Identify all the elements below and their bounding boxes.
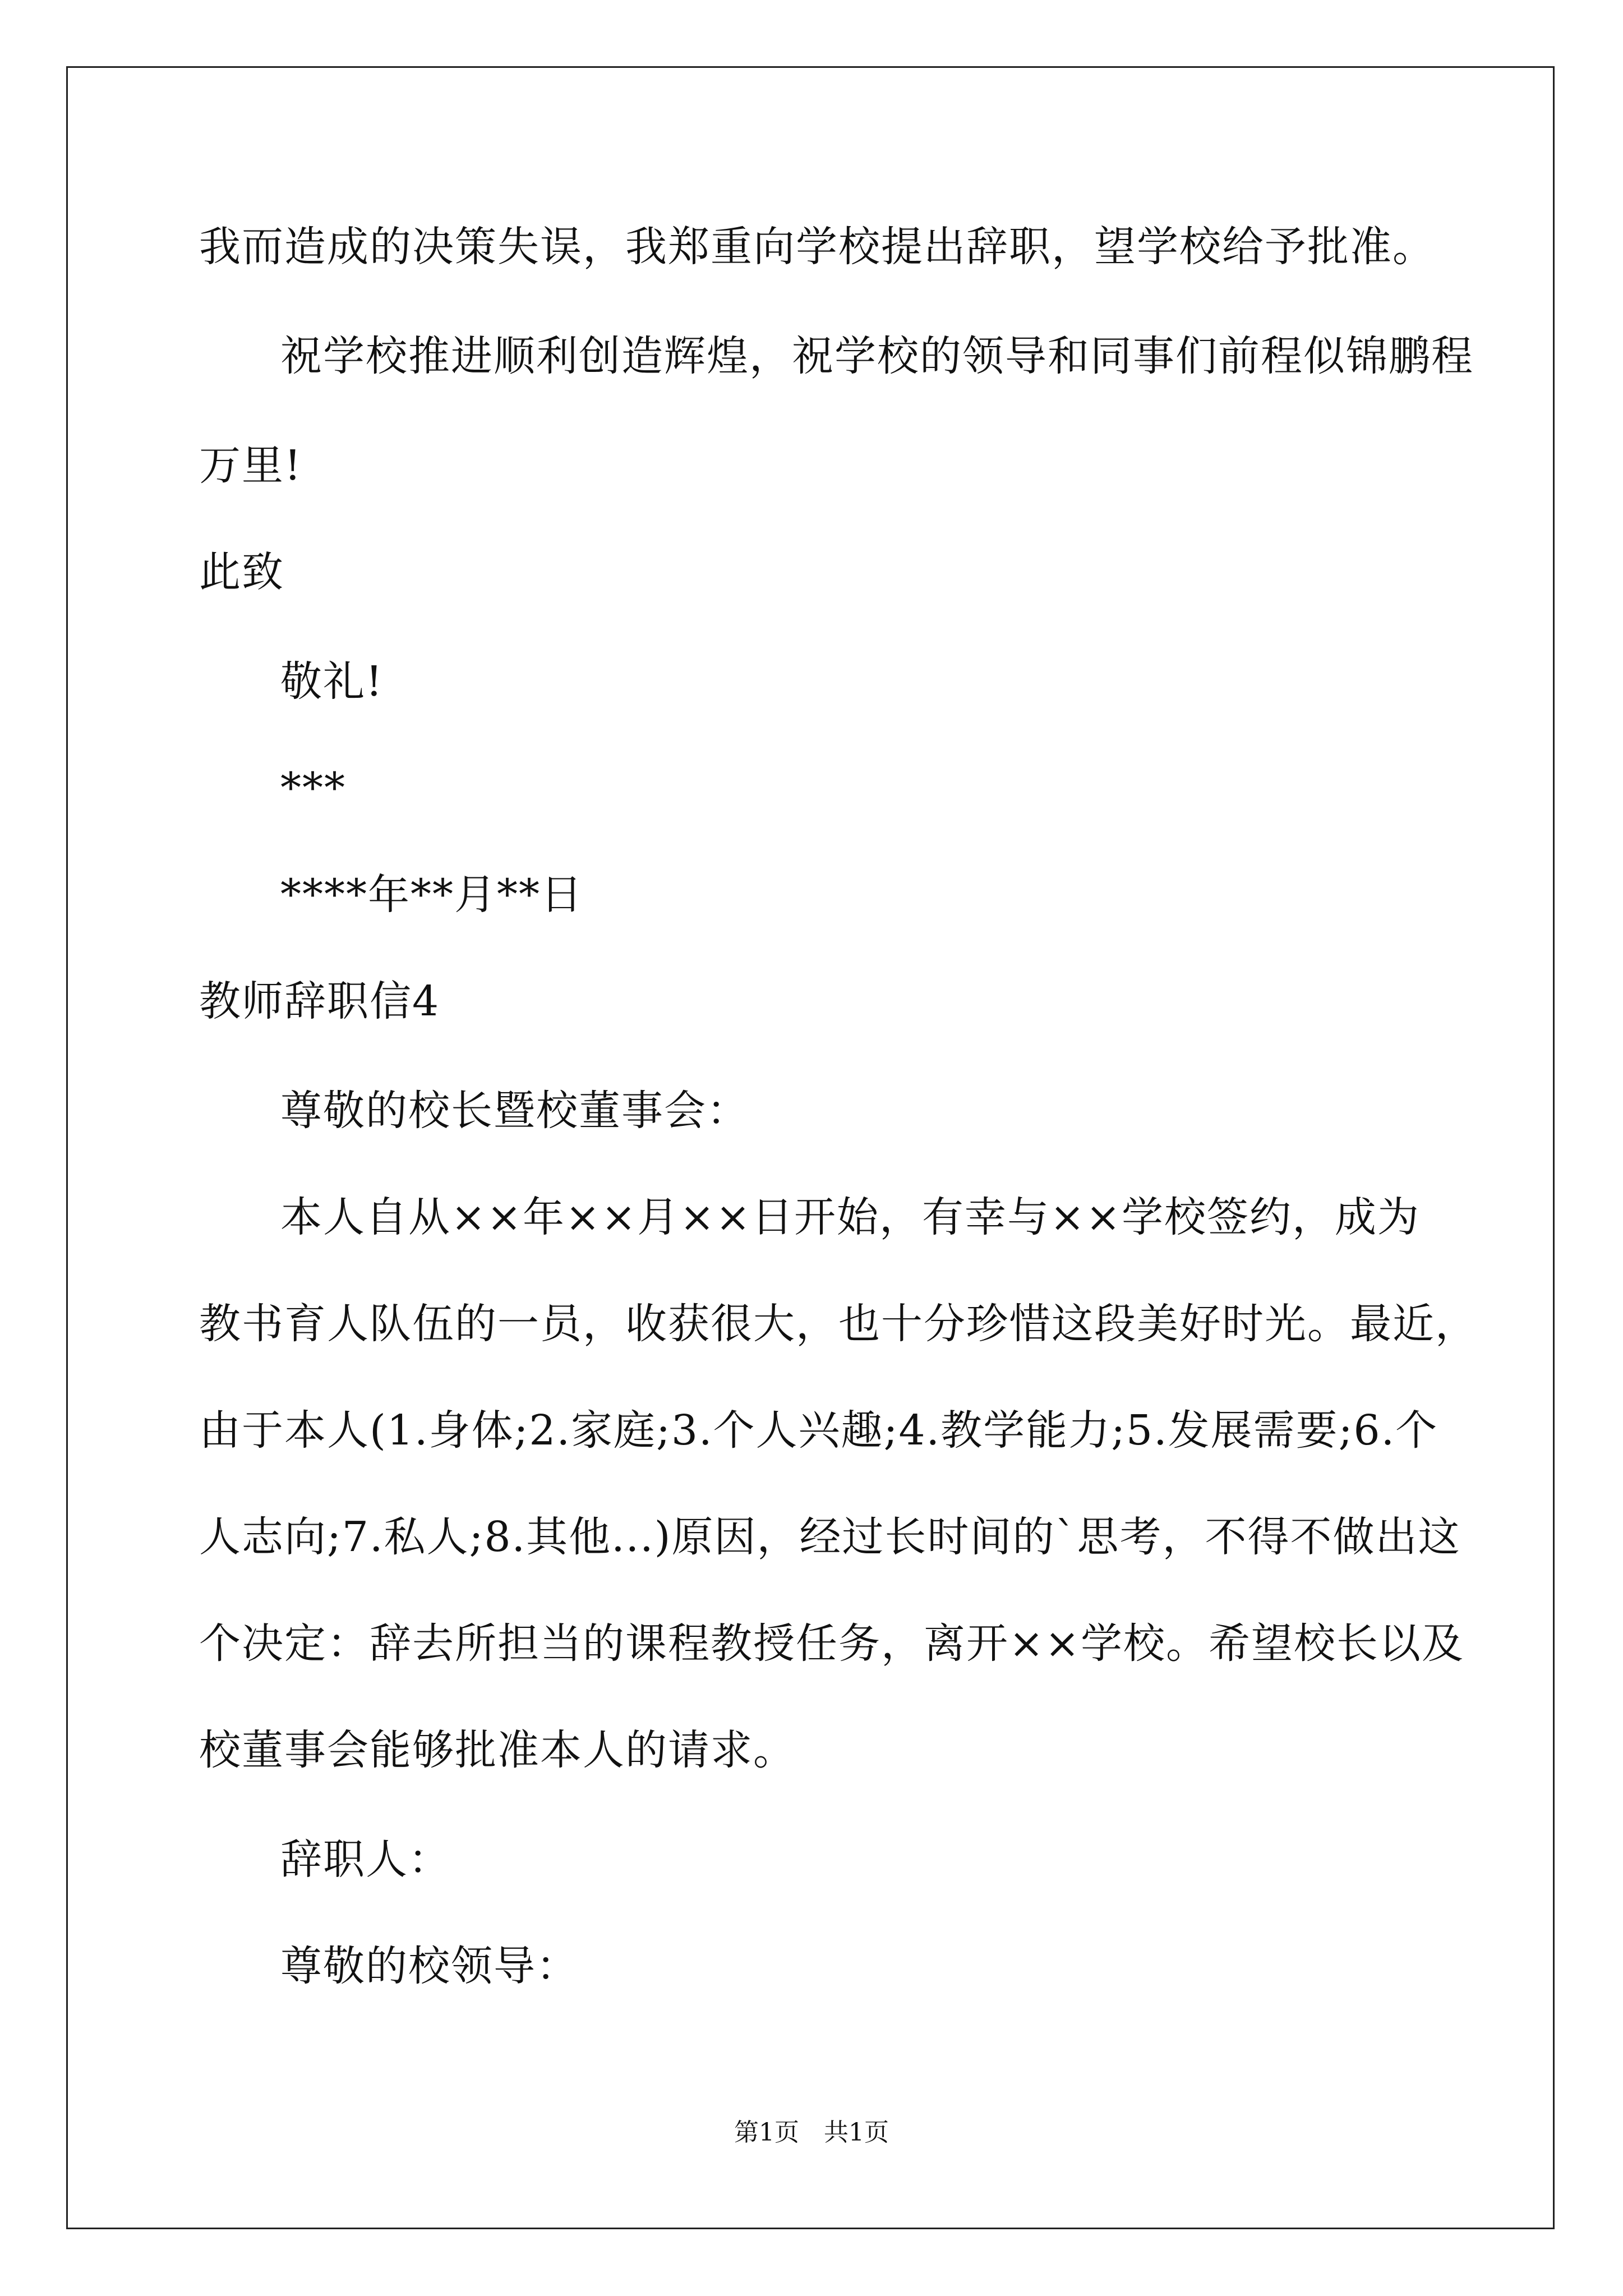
body-line-3: 万里! [199, 441, 302, 490]
body-line-2: 祝学校推进顺利创造辉煌，祝学校的领导和同事们前程似锦鹏程 [280, 332, 1474, 380]
page-footer: 第1页 共1页 [734, 2118, 889, 2147]
body-line-1: 我而造成的决策失误，我郑重向学校提出辞职，望学校给予批准。 [199, 223, 1435, 271]
body-line-7: 人志向;7.私人;8.其他...)原因，经过长时间的`思考，不得不做出这 [199, 1513, 1461, 1561]
body-line-5: 教书育人队伍的一员，收获很大，也十分珍惜这段美好时光。最近， [199, 1300, 1478, 1348]
section-title: 教师辞职信4 [199, 977, 440, 1025]
date-placeholder: ****年**月**日 [280, 871, 583, 919]
resigner-label: 辞职人： [280, 1835, 451, 1884]
letter-greeting-2: 尊敬的校领导： [280, 1942, 579, 1990]
closing-salutation: 此致 [199, 548, 284, 596]
page-border [66, 66, 1555, 2229]
body-line-4: 本人自从××年××月××日开始，有幸与××学校签约，成为 [280, 1193, 1421, 1241]
letter-greeting: 尊敬的校长暨校董事会： [280, 1087, 749, 1135]
body-line-6: 由于本人(1.身体;2.家庭;3.个人兴趣;4.教学能力;5.发展需要;6.个 [199, 1406, 1438, 1455]
body-line-9: 校董事会能够批准本人的请求。 [199, 1726, 796, 1774]
closing-regards: 敬礼! [280, 657, 384, 706]
body-line-8: 个决定：辞去所担当的课程教授任务，离开××学校。希望校长以及 [199, 1619, 1465, 1668]
signature-placeholder: *** [280, 764, 346, 812]
